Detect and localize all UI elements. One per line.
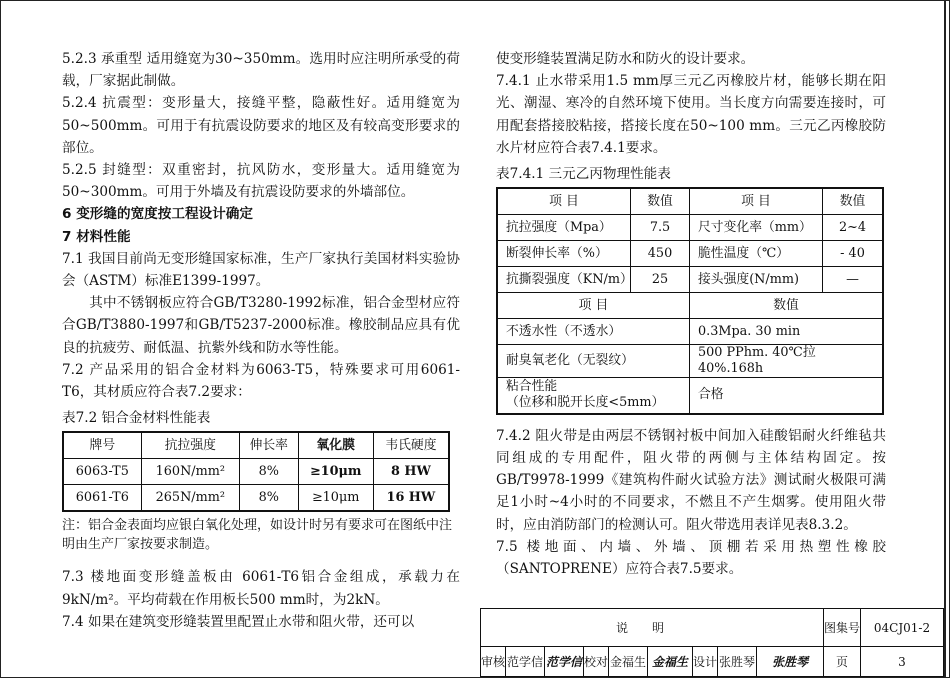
table-header-cell: 抗拉强度 — [141, 432, 239, 459]
table-row — [497, 345, 883, 378]
table-header-row — [63, 432, 449, 459]
table-cell: 7.5 — [631, 215, 690, 241]
table-cell: ≥10μm — [298, 459, 373, 485]
page-number: 3 — [861, 647, 944, 677]
table-7-2-caption: 表7.2 铝合金材料性能表 — [62, 410, 211, 427]
para-7-1: 7.1 我国目前尚无变形缝国家标准，生产厂家执行美国材料实验协会（ASTM）标准E1399-1997。 — [62, 250, 460, 290]
check-name: 金福生 — [609, 647, 648, 677]
para-7-3: 7.3 楼地面变形缝盖板由 6061-T6铝合金组成，承载力在9kN/m²。平均荷载在作用板长500 mm时，为2kN。 — [62, 569, 460, 608]
table-cell: 接头强度(N/mm) — [690, 267, 823, 293]
table-7-2-note: 注：铝合金表面均应银白氧化处理，如设计时另有要求可在图纸中注明由生产厂家按要求制造。 — [62, 518, 453, 553]
para-7-5: 7.5 楼地面、内墙、外墙、顶棚若采用热塑性橡胶（SANTOPRENE）应符合表7.5要求。 — [496, 538, 886, 577]
design-label: 设计 — [693, 647, 718, 677]
check-label: 校对 — [584, 647, 609, 677]
table-cell: ≥10μm — [298, 485, 373, 512]
table-row — [497, 378, 883, 414]
table-cell: 6061-T6 — [63, 485, 141, 512]
left-column — [62, 48, 460, 633]
table-cell: 160N/mm² — [141, 459, 239, 485]
table-row — [497, 215, 883, 241]
table-cell: 尺寸变化率（mm） — [690, 215, 823, 241]
table-cell: 抗撕裂强度（KN/m） — [497, 267, 631, 293]
table-cell: 265N/mm² — [141, 485, 239, 512]
table-cell: 0.3Mpa. 30 min — [690, 319, 884, 345]
table-cell-main: 粘合性能 — [506, 379, 558, 395]
table-7-4-1 — [496, 187, 884, 415]
table-header-cell: 伸长率 — [240, 432, 299, 459]
para-7-4-1: 7.4.1 止水带采用1.5 mm厚三元乙丙橡胶片材，能够长期在阳光、潮湿、寒冷的自然环境下使用。当长度方向需要连接时，可用配套搭接胶粘接，搭接长度在50~100 mm。三元乙丙橡胶防水片材应符合表7.4.1要求。 — [496, 73, 886, 156]
table-cell: 450 — [631, 241, 690, 267]
heading-6: 6 变形缝的宽度按工程设计确定 — [62, 206, 253, 223]
para-7-4: 7.4 如果在建筑变形缝装置里配置止水带和阻火带，还可以 — [62, 613, 415, 630]
table-cell: 抗拉强度（Mpa） — [497, 215, 631, 241]
table-row — [63, 485, 449, 512]
atlas-label: 图集号 — [824, 609, 861, 647]
table-header-row — [497, 188, 883, 215]
table-row — [497, 267, 883, 293]
table-header-cell: 项 目 — [690, 188, 823, 215]
drawing-title: 说明 — [481, 609, 824, 647]
table-cell: 8% — [240, 485, 299, 512]
para-5-2-5: 5.2.5 封缝型：双重密封，抗风防水，变形量大。适用缝宽为50~300mm。可用于外墙及有抗震设防要求的外墙部位。 — [62, 162, 460, 201]
heading-7: 7 材料性能 — [62, 228, 131, 245]
para-7-4-cont: 使变形缝装置满足防水和防火的设计要求。 — [496, 51, 755, 67]
design-signature: 张胜琴 — [757, 647, 824, 677]
table-cell-sub: （位移和脱开长度<5mm） — [506, 395, 665, 411]
para-7-1-b: 其中不锈钢板应符合GB/T3280-1992标准，铝合金型材应符合GB/T3880-1997和GB/T5237-2000标准。橡胶制品应具有优良的抗疲劳、耐低温、抗紫外线和防水等性能。 — [62, 295, 460, 356]
atlas-number: 04CJ01-2 — [861, 609, 944, 647]
review-label: 审核 — [481, 647, 506, 677]
table-header-cell: 项 目 — [497, 293, 690, 319]
para-7-4-2: 7.4.2 阻火带是由两层不锈钢衬板中间加入硅酸铝耐火纤维毡共同组成的专用配件，阻火带的两侧与主体结构固定。按GB/T9978-1999《建筑构件耐火试验方法》测试耐火极限可满足1小时~4小时的不同要求，不燃且不产生烟雾。使用阻火带时，应由消防部门的检测认可。阻火带选用表详见表8.3.2。 — [496, 427, 886, 533]
table-cell: 8% — [240, 459, 299, 485]
table-header-cell: 数值 — [631, 188, 690, 215]
table-row — [497, 319, 883, 345]
table-cell: 6063-T5 — [63, 459, 141, 485]
table-cell: 16 HW — [373, 485, 449, 512]
table-cell: 断裂伸长率（%） — [497, 241, 631, 267]
table-cell: 8 HW — [373, 459, 449, 485]
table-header-cell: 数值 — [690, 293, 884, 319]
table-cell: 脆性温度（℃） — [690, 241, 823, 267]
table-header-cell: 项 目 — [497, 188, 631, 215]
para-7-2: 7.2 产品采用的铝合金材料为6063-T5，特殊要求可用6061-T6，其材质应符合表7.2要求： — [62, 361, 460, 401]
page-label: 页 — [824, 647, 861, 677]
table-row — [497, 241, 883, 267]
table-header-row — [497, 293, 883, 319]
title-block — [480, 608, 944, 676]
page-frame-right-edge — [944, 0, 946, 678]
table-cell — [497, 378, 690, 414]
para-5-2-4: 5.2.4 抗震型：变形量大，接缝平整，隐蔽性好。适用缝宽为50~500mm。可用于有抗震设防要求的地区及有较高变形要求的部位。 — [62, 95, 460, 156]
table-row — [63, 459, 449, 485]
para-5-2-3: 5.2.3 承重型 适用缝宽为30~350mm。选用时应注明所承受的荷载，厂家据此制做。 — [62, 51, 460, 90]
table-header-cell: 牌号 — [63, 432, 141, 459]
table-cell: 合格 — [690, 378, 884, 414]
review-name: 范学信 — [506, 647, 545, 677]
table-7-2 — [62, 431, 450, 512]
right-column — [496, 48, 886, 580]
table-cell: - 40 — [823, 241, 884, 267]
table-cell: 不透水性（不透水） — [497, 319, 690, 345]
table-cell: 耐臭氧老化（无裂纹） — [497, 345, 690, 378]
table-cell: 500 PPhm. 40℃拉40%.168h — [690, 345, 884, 378]
table-cell: — — [823, 267, 884, 293]
review-signature: 范学信 — [545, 647, 584, 677]
table-header-cell: 氧化膜 — [298, 432, 373, 459]
table-header-cell: 韦氏硬度 — [373, 432, 449, 459]
check-signature: 金福生 — [648, 647, 693, 677]
table-7-4-1-caption: 表7.4.1 三元乙丙物理性能表 — [496, 166, 671, 183]
table-cell: 2~4 — [823, 215, 884, 241]
table-cell: 25 — [631, 267, 690, 293]
design-name: 张胜琴 — [718, 647, 757, 677]
table-header-cell: 数值 — [823, 188, 884, 215]
